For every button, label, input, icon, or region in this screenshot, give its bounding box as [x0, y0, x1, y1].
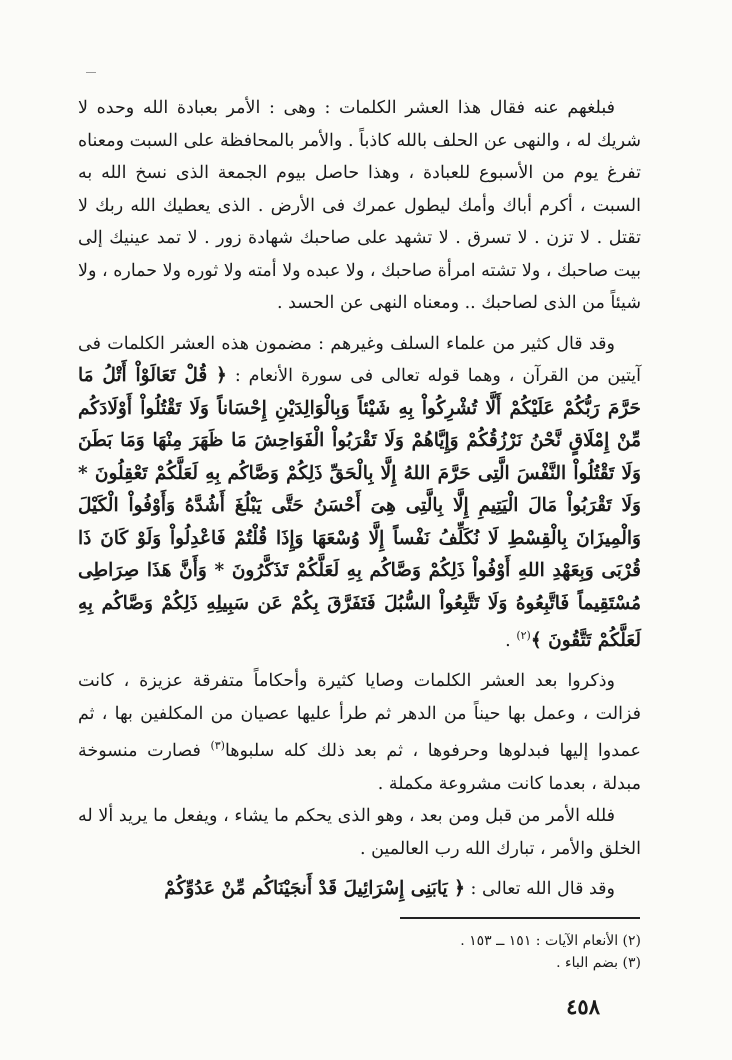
footnote-ref-3: (٣) [210, 739, 225, 753]
paragraph-intro-text: وقد قال الله تعالى : [470, 879, 615, 900]
quran-verse-bani-israel: ﴿ يَابَنِى إِسْرَائِيلَ قَدْ أَنجَيْنَاكُم مِّنْ عَدُوِّكُمْ [164, 878, 465, 900]
paragraph-text-b: فصارت منسوخة مبدلة ، بعدما كانت مشروعة مكملة . [78, 741, 641, 794]
paragraph-praise: فلله الأمر من قبل ومن بعد ، وهو الذى يحكم ما يشاء ، ويفعل ما يريد ألا له الخلق والأمر ، تبارك الله رب العالمين . [78, 806, 641, 859]
paragraph-end: . [505, 630, 517, 651]
footnote-divider [400, 917, 640, 919]
paragraph-intro-text: وقد قال كثير من علماء السلف وغيرهم : مضمون هذه العشر الكلمات فى آيتين من القرآن ، وهما قوله تعالى فى سورة الأنعام : [78, 333, 641, 386]
paragraph-quran-citation [78, 328, 641, 658]
footnote-ref-2: (٢) [516, 629, 531, 642]
page-body [78, 92, 641, 906]
quran-verse-anam: ﴿ قُلْ تَعَالَوْاْ أَتْلُ مَا حَرَّمَ رَبُّكُمْ عَلَيْكُمْ أَلَّا تُشْرِكُواْ بِهِ شَيْئاً وَبِالْوَالِدَيْنِ إِحْسَاناً وَلَا تَقْتُلُواْ أَوْلَادَكُم مِّنْ إِمْلَاقٍ نَّحْنُ نَرْزُقُكُمْ وَإِيَّاهُمْ وَلَا تَقْرَبُواْ الْفَوَاحِشَ مَا ظَهَرَ مِنْهَا وَمَا بَطَنَ وَلَا تَقْتُلُواْ النَّفْسَ الَّتِى حَرَّمَ اللهُ إِلَّا بِالْحَقِّ ذَلِكُمْ وَصَّاكُم بِهِ لَعَلَّكُمْ تَعْقِلُونَ * وَلَا تَقْرَبُواْ مَالَ الْيَتِيمِ إِلَّا بِالَّتِى هِىَ أَحْسَنُ حَتَّى يَبْلُغَ أَشُدَّهُ وَأَوْفُواْ الْكَيْلَ وَالْمِيزَانَ بِالْقِسْطِ لَا نُكَلِّفُ نَفْساً إِلَّا وُسْعَهَا وَإِذَا قُلْتُمْ فَاعْدِلُواْ وَلَوْ كَانَ ذَا قُرْبَى وَبِعَهْدِ اللهِ أَوْفُواْ ذَلِكُمْ وَصَّاكُم بِهِ لَعَلَّكُمْ تَذَكَّرُونَ * وَأَنَّ هَذَا صِرَاطِى مُسْتَقِيماً فَاتَّبِعُوهُ وَلَا تَتَّبِعُواْ السُّبُلَ فَتَفَرَّقَ بِكُمْ عَن سَبِيلِهِ ذَلِكُمْ وَصَّاكُم بِهِ لَعَلَّكُمْ تَتَّقُونَ ﴾ [78, 365, 641, 651]
paragraph-commandments-lost [78, 665, 641, 800]
footnote-3: (٣) بضم الباء . [556, 955, 641, 971]
page-number: ٤٥٨ [566, 994, 600, 1019]
footnote-2: (٢) الأنعام الآيات : ١٥١ ــ ١٥٣ . [460, 933, 641, 949]
paragraph-decalogue: فبلغهم عنه فقال هذا العشر الكلمات : وهى : الأمر بعبادة الله وحده لا شريك له ، والنهى عن الحلف بالله كاذباً . والأمر بالمحافظة على السبت ومعناه تفرغ يوم من الأسبوع للعبادة ، وهذا حاصل بيوم الجمعة الذى نسخ الله به السبت ، أكرم أباك وأمك ليطول عمرك فى الأرض . الذى يعطيك الله ربك لا تقتل . لا تزن . لا تسرق . لا تشهد على صاحبك شهادة زور . لا تمد عينيك إلى بيت صاحبك ، ولا تشته امرأة صاحبك ، ولا عبده ولا أمته ولا ثوره ولا حماره ، ولا شيئاً من الذى لصاحبك .. ومعناه النهى عن الحسد . [78, 98, 641, 313]
paragraph-text-a: وذكروا بعد العشر الكلمات وصايا كثيرة وأحكاماً متفرقة عزيزة ، كانت فزالت ، وعمل بها حيناً من الدهر ثم طرأ عليها عصيان من المكلفين بها ، ثم عمدوا إليها فبدلوها وحرفوها ، ثم بعد ذلك كله سلبوها [78, 671, 641, 762]
paragraph-final [78, 873, 641, 906]
footnotes [120, 930, 641, 974]
scan-mark [86, 72, 96, 73]
